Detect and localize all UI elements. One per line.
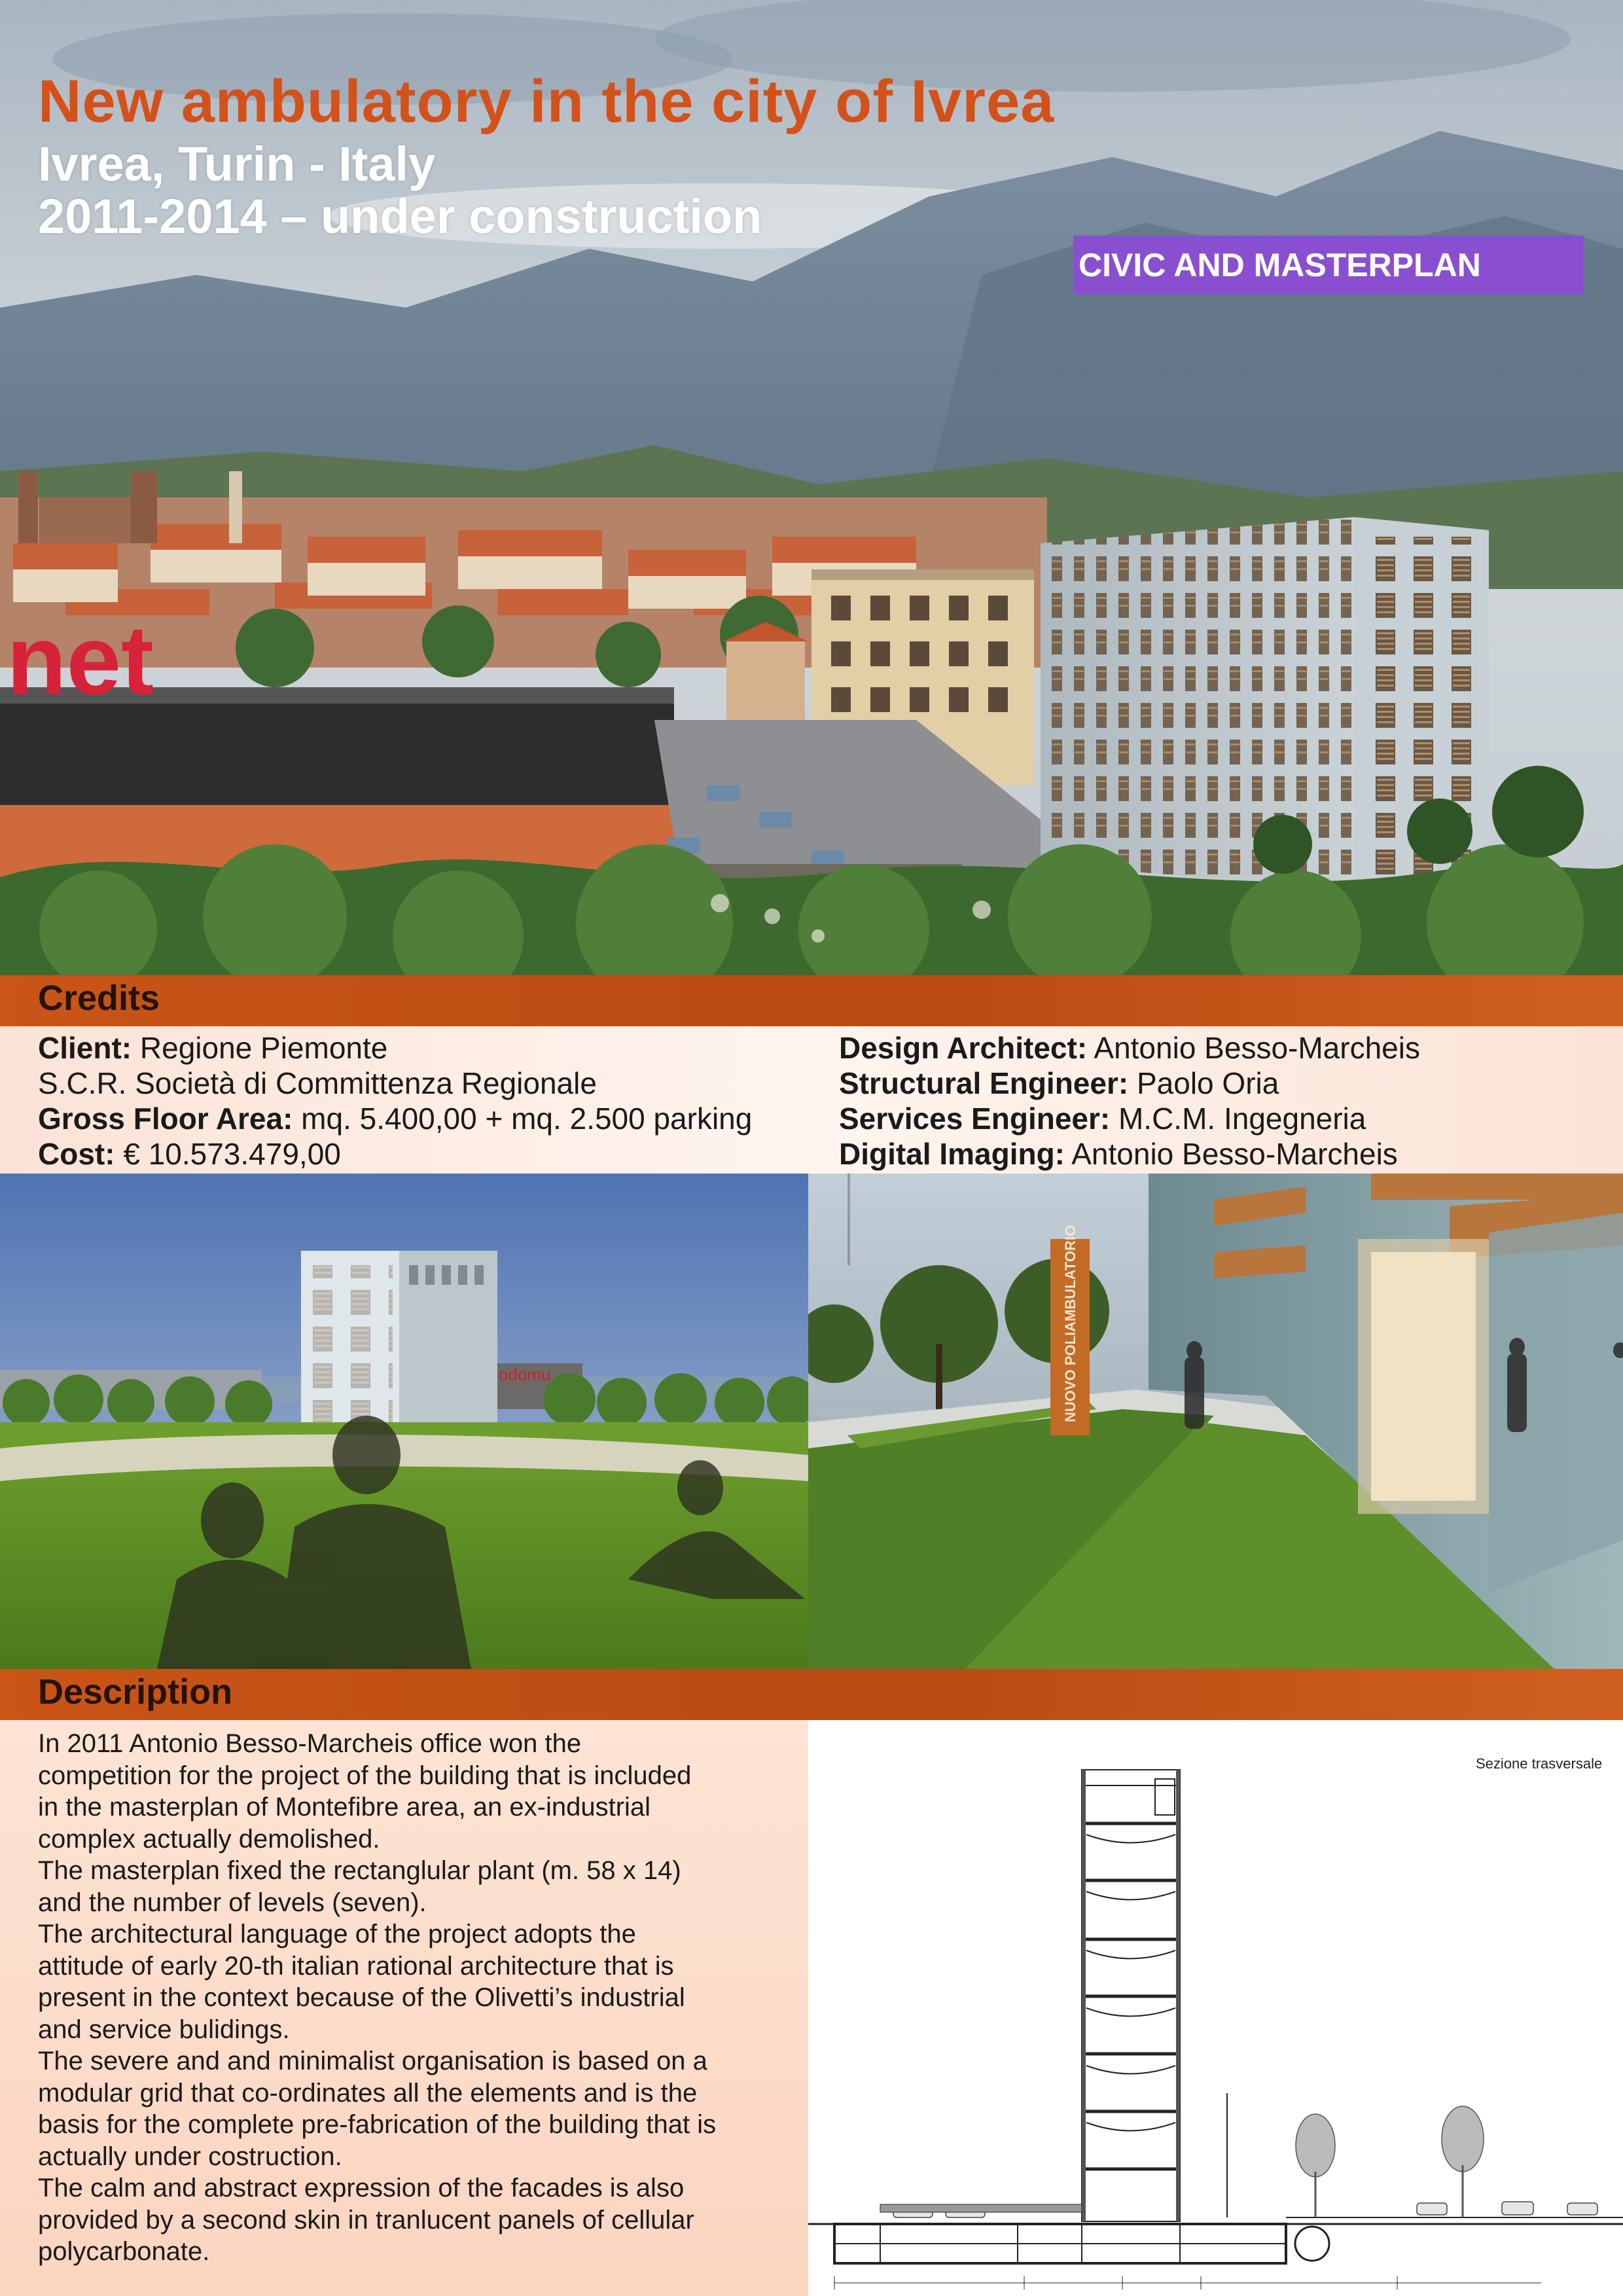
- description-line: The severe and and minimalist organisation is based on a: [38, 2047, 707, 2075]
- drawing-title: Sezione trasversale: [1476, 1755, 1603, 1772]
- credits-heading: Credits: [38, 978, 160, 1018]
- credit-value: M.C.M. Ingegneria: [1110, 1102, 1366, 1136]
- credit-value: Paolo Oria: [1128, 1066, 1279, 1100]
- description-text: [38, 1728, 797, 2268]
- description-line: complex actually demolished.: [38, 1824, 380, 1854]
- render-lawn-image: [0, 1174, 808, 1669]
- credits-panel: [0, 1026, 1623, 1174]
- hero-photo: [0, 0, 1623, 975]
- credit-value: S.C.R. Società di Committenza Regionale: [38, 1066, 597, 1100]
- credit-client-agency: [38, 1066, 597, 1101]
- description-line: The masterplan fixed the rectanglular plant (m. 58 x 14): [38, 1856, 681, 1885]
- description-line: polycarbonate.: [38, 2237, 210, 2266]
- credit-label: Structural Engineer:: [839, 1066, 1129, 1100]
- project-period: 2011-2014 – under construction: [38, 189, 762, 243]
- render-lawn-view: [0, 1174, 808, 1669]
- credit-label: Design Architect:: [839, 1031, 1088, 1065]
- credit-label: Digital Imaging:: [839, 1137, 1065, 1171]
- description-line: actually under costruction.: [38, 2142, 342, 2171]
- description-line: provided by a second skin in tranlucent panels of cellular: [38, 2205, 694, 2234]
- page-title: New ambulatory in the city of Ivrea: [38, 68, 1055, 135]
- totem-sign: NUOVO POLIAMBULATORIO: [1062, 1225, 1079, 1422]
- description-line: In 2011 Antonio Besso-Marcheis office won the: [38, 1729, 582, 1758]
- credit-value: Regione Piemonte: [132, 1031, 388, 1065]
- cross-section-image: [808, 1720, 1623, 2296]
- credits-header-bar: [0, 975, 1623, 1026]
- description-line: in the masterplan of Montefibre area, an ex-industrial: [38, 1793, 651, 1821]
- credit-value: € 10.573.479,00: [115, 1137, 341, 1171]
- svg-text:odomu: odomu: [499, 1365, 551, 1384]
- credit-value: mq. 5.400,00 + mq. 2.500 parking: [293, 1102, 753, 1136]
- project-location: Ivrea, Turin - Italy: [38, 137, 436, 191]
- description-line: and service bulidings.: [38, 2015, 290, 2044]
- description-heading: Description: [38, 1672, 233, 1712]
- mall-signage: net: [7, 605, 154, 715]
- description-header-bar: [0, 1669, 1623, 1720]
- render-entrance-view: [808, 1174, 1623, 1669]
- description-line: basis for the complete pre-fabrication of the building that is: [38, 2110, 717, 2139]
- description-line: and the number of levels (seven).: [38, 1888, 427, 1917]
- credit-client: [38, 1030, 387, 1066]
- description-line: The architectural language of the project adopts the: [38, 1920, 636, 1948]
- credit-structural-engineer: [839, 1066, 1279, 1101]
- credit-digital-imaging: [839, 1136, 1398, 1172]
- credit-label: Client:: [38, 1031, 132, 1065]
- description-line: competition for the project of the building that is included: [38, 1761, 692, 1790]
- category-badge: CIVIC AND MASTERPLAN: [1073, 236, 1584, 295]
- credit-services-engineer: [839, 1101, 1366, 1136]
- description-line: The calm and abstract expression of the facades is also: [38, 2174, 685, 2202]
- description-line: modular grid that co-ordinates all the elements and is the: [38, 2078, 698, 2108]
- credit-label: Gross Floor Area:: [38, 1102, 293, 1136]
- description-line: attitude of early 20-th italian rational architecture that is: [38, 1951, 674, 1981]
- render-entrance-image: [808, 1174, 1623, 1669]
- description-panel: [0, 1720, 808, 2296]
- credit-label: Cost:: [38, 1137, 115, 1171]
- credit-cost: [38, 1136, 341, 1172]
- credit-gross-floor-area: [38, 1101, 752, 1136]
- credit-value: Antonio Besso-Marcheis: [1065, 1137, 1398, 1171]
- credit-value: Antonio Besso-Marcheis: [1087, 1031, 1420, 1065]
- credit-label: Services Engineer:: [839, 1102, 1111, 1136]
- credit-design-architect: [839, 1030, 1420, 1066]
- cross-section-drawing: [808, 1720, 1623, 2296]
- description-line: present in the context because of the Olivetti’s industrial: [38, 1983, 685, 2012]
